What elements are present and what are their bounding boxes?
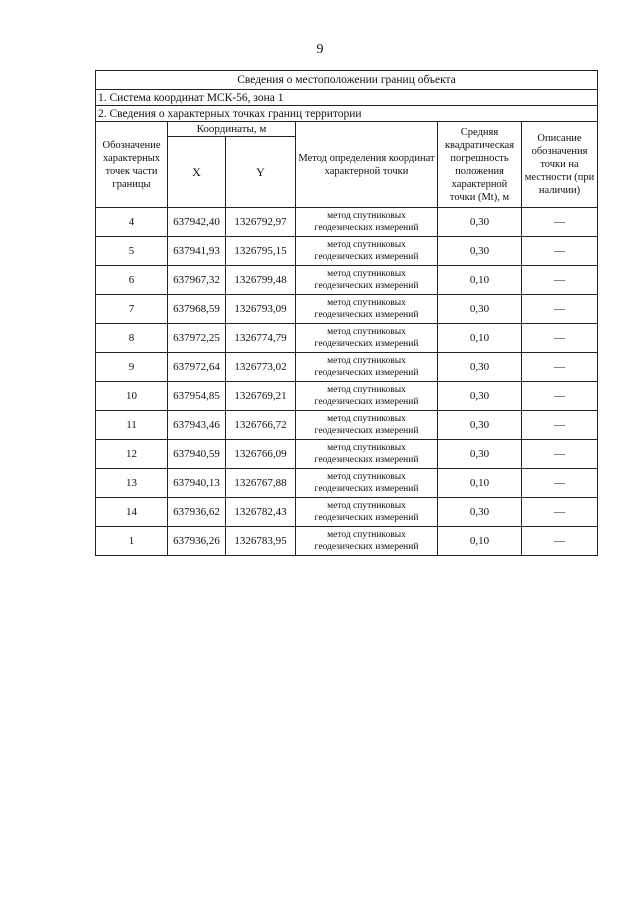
y-coordinate-cell: 1326767,88	[226, 469, 296, 498]
description-cell: —	[522, 382, 598, 411]
y-coordinate-cell: 1326766,72	[226, 411, 296, 440]
description-cell: —	[522, 527, 598, 556]
x-coordinate-cell: 637936,62	[168, 498, 226, 527]
point-number-cell: 5	[96, 237, 168, 266]
method-text-line: метод спутниковых	[327, 414, 406, 424]
x-coordinate-cell: 637940,59	[168, 440, 226, 469]
description-cell: —	[522, 498, 598, 527]
page-number: 9	[316, 42, 324, 57]
table-row	[96, 353, 598, 382]
y-coordinate-cell: 1326766,09	[226, 440, 296, 469]
method-cell	[296, 440, 438, 469]
header-y: Y	[226, 137, 296, 208]
method-text-line: метод спутниковых	[327, 501, 406, 511]
error-cell: 0,30	[438, 208, 522, 237]
coordinates-table	[95, 70, 598, 556]
y-coordinate-cell: 1326773,02	[226, 353, 296, 382]
point-number-cell: 7	[96, 295, 168, 324]
point-number-cell: 14	[96, 498, 168, 527]
y-coordinate-cell: 1326799,48	[226, 266, 296, 295]
error-cell: 0,30	[438, 295, 522, 324]
table-title: Сведения о местоположении границ объекта	[96, 71, 598, 90]
method-text-line: метод спутниковых	[327, 356, 406, 366]
method-cell	[296, 498, 438, 527]
method-cell	[296, 295, 438, 324]
description-cell: —	[522, 440, 598, 469]
point-number-cell: 4	[96, 208, 168, 237]
header-description: Описание обозначения точки на местности (при наличии)	[522, 122, 598, 208]
point-number-cell: 8	[96, 324, 168, 353]
point-number-cell: 11	[96, 411, 168, 440]
description-cell: —	[522, 295, 598, 324]
header-error: Средняя квадратическая погрешность положения характерной точки (Mt), м	[438, 122, 522, 208]
header-x: X	[168, 137, 226, 208]
x-coordinate-cell: 637940,13	[168, 469, 226, 498]
method-cell	[296, 353, 438, 382]
y-coordinate-cell: 1326769,21	[226, 382, 296, 411]
description-cell: —	[522, 266, 598, 295]
method-text-line: метод спутниковых	[327, 472, 406, 482]
y-coordinate-cell: 1326782,43	[226, 498, 296, 527]
method-text-line: геодезических измерений	[314, 310, 419, 320]
point-number-cell: 1	[96, 527, 168, 556]
x-coordinate-cell: 637954,85	[168, 382, 226, 411]
error-cell: 0,30	[438, 498, 522, 527]
method-cell	[296, 411, 438, 440]
error-cell: 0,10	[438, 527, 522, 556]
error-cell: 0,30	[438, 411, 522, 440]
point-number-cell: 10	[96, 382, 168, 411]
point-number-cell: 13	[96, 469, 168, 498]
error-cell: 0,10	[438, 266, 522, 295]
method-text-line: геодезических измерений	[314, 223, 419, 233]
y-coordinate-cell: 1326792,97	[226, 208, 296, 237]
error-cell: 0,10	[438, 324, 522, 353]
error-cell: 0,30	[438, 353, 522, 382]
method-cell	[296, 208, 438, 237]
point-number-cell: 9	[96, 353, 168, 382]
method-text-line: геодезических измерений	[314, 426, 419, 436]
method-text-line: метод спутниковых	[327, 443, 406, 453]
description-cell: —	[522, 324, 598, 353]
table-row	[96, 237, 598, 266]
x-coordinate-cell: 637967,32	[168, 266, 226, 295]
y-coordinate-cell: 1326774,79	[226, 324, 296, 353]
header-designation: Обозначение характерных точек части границы	[96, 122, 168, 208]
table-row	[96, 498, 598, 527]
method-text-line: метод спутниковых	[327, 385, 406, 395]
coordinate-system-row: 1. Система координат МСК-56, зона 1	[96, 90, 598, 106]
method-text-line: геодезических измерений	[314, 281, 419, 291]
table-row	[96, 324, 598, 353]
description-cell: —	[522, 469, 598, 498]
y-coordinate-cell: 1326793,09	[226, 295, 296, 324]
method-cell	[296, 324, 438, 353]
header-coordinates: Координаты, м	[168, 122, 296, 137]
table-row	[96, 440, 598, 469]
description-cell: —	[522, 208, 598, 237]
method-text-line: метод спутниковых	[327, 240, 406, 250]
table-row	[96, 208, 598, 237]
method-text-line: геодезических измерений	[314, 484, 419, 494]
point-number-cell: 12	[96, 440, 168, 469]
table-row	[96, 411, 598, 440]
table-row	[96, 527, 598, 556]
table-row	[96, 382, 598, 411]
x-coordinate-cell: 637972,25	[168, 324, 226, 353]
y-coordinate-cell: 1326783,95	[226, 527, 296, 556]
method-text-line: геодезических измерений	[314, 542, 419, 552]
method-text-line: метод спутниковых	[327, 298, 406, 308]
table-row	[96, 295, 598, 324]
x-coordinate-cell: 637942,40	[168, 208, 226, 237]
point-number-cell: 6	[96, 266, 168, 295]
x-coordinate-cell: 637968,59	[168, 295, 226, 324]
description-cell: —	[522, 411, 598, 440]
table-row	[96, 469, 598, 498]
method-cell	[296, 527, 438, 556]
x-coordinate-cell: 637941,93	[168, 237, 226, 266]
method-cell	[296, 237, 438, 266]
method-cell	[296, 382, 438, 411]
error-cell: 0,30	[438, 237, 522, 266]
method-text-line: метод спутниковых	[327, 269, 406, 279]
x-coordinate-cell: 637943,46	[168, 411, 226, 440]
error-cell: 0,30	[438, 440, 522, 469]
method-text-line: геодезических измерений	[314, 252, 419, 262]
method-text-line: геодезических измерений	[314, 368, 419, 378]
method-cell	[296, 469, 438, 498]
error-cell: 0,10	[438, 469, 522, 498]
x-coordinate-cell: 637972,64	[168, 353, 226, 382]
method-text-line: метод спутниковых	[327, 211, 406, 221]
method-text-line: метод спутниковых	[327, 327, 406, 337]
method-cell	[296, 266, 438, 295]
description-cell: —	[522, 353, 598, 382]
header-method: Метод определения координат характерной точки	[296, 122, 438, 208]
method-text-line: метод спутниковых	[327, 530, 406, 540]
x-coordinate-cell: 637936,26	[168, 527, 226, 556]
boundary-points-section-row: 2. Сведения о характерных точках границ территории	[96, 106, 598, 122]
method-text-line: геодезических измерений	[314, 513, 419, 523]
description-cell: —	[522, 237, 598, 266]
y-coordinate-cell: 1326795,15	[226, 237, 296, 266]
method-text-line: геодезических измерений	[314, 339, 419, 349]
method-text-line: геодезических измерений	[314, 455, 419, 465]
method-text-line: геодезических измерений	[314, 397, 419, 407]
error-cell: 0,30	[438, 382, 522, 411]
table-row	[96, 266, 598, 295]
